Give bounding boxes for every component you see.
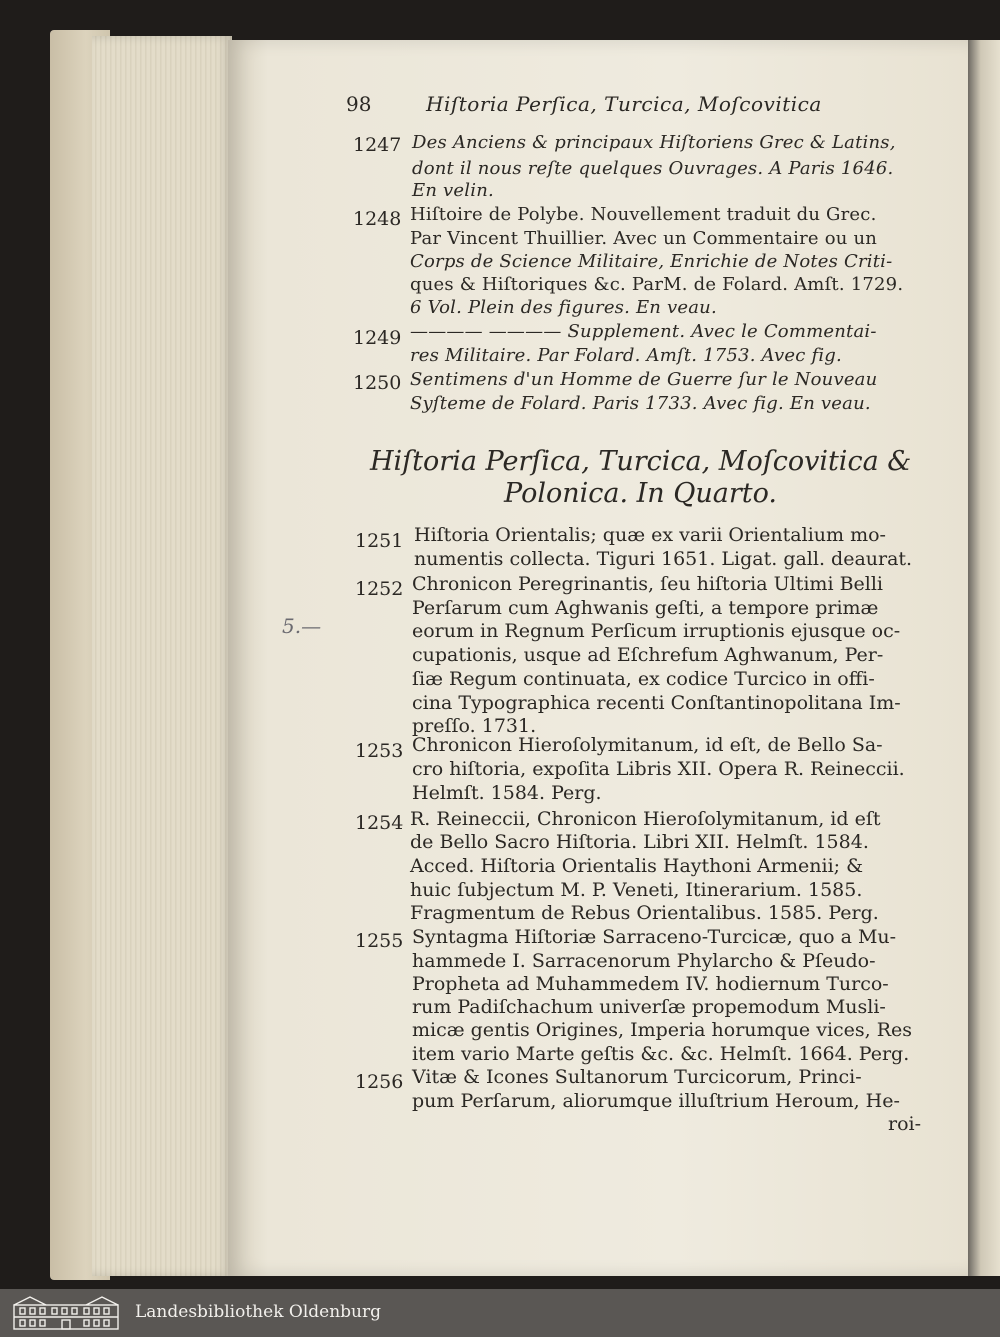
entry-line: rum Padiſchachum univerſæ propemodum Musli-	[412, 996, 886, 1018]
entry-number: 1247	[353, 134, 402, 156]
entry-number: 1256	[355, 1071, 404, 1093]
entry-line: 6 Vol. Plein des figures. En veau.	[410, 297, 717, 318]
entry-line: R. Reineccii, Chronicon Hieroſolymitanum, id eſt	[410, 808, 881, 830]
facing-page-edge	[968, 40, 1000, 1276]
page-number: 98	[346, 92, 372, 116]
entry-line: Chronicon Peregrinantis, ſeu hiſtoria Ultimi Belli	[412, 573, 884, 595]
entry-line: item vario Marte geſtis &c. &c. Helmſt. 1664. Perg.	[412, 1043, 910, 1065]
entry-line: En velin.	[412, 180, 494, 201]
entry-number: 1251	[355, 530, 404, 552]
library-name: Landesbibliothek Oldenburg	[135, 1302, 382, 1322]
entry-line: dont il nous reſte quelques Ouvrages. A Paris 1646.	[412, 158, 894, 179]
entry-line: ſiæ Regum continuata, ex codice Turcico in offi-	[412, 668, 875, 690]
entry-line: Syntagma Hiſtoriæ Sarraceno-Turcicæ, quo a Mu-	[412, 926, 897, 948]
entry-line: Par Vincent Thuillier. Avec un Commentaire ou un	[410, 228, 878, 249]
entry-line: huic ſubjectum M. P. Veneti, Itinerarium. 1585.	[410, 879, 863, 901]
entry-line: res Militaire. Par Folard. Amſt. 1753. Avec fig.	[410, 345, 842, 366]
entry-line: micæ gentis Origines, Imperia horumque vices, Res	[412, 1019, 913, 1041]
entry-line: ques & Hiſtoriques &c. ParM. de Folard. Amſt. 1729.	[410, 274, 904, 295]
library-building-icon	[10, 1295, 122, 1331]
entry-line: Des Anciens & principaux Hiſtoriens Grec & Latins,	[412, 132, 896, 153]
entry-number: 1250	[353, 372, 402, 394]
entry-line: Sentimens d'un Homme de Guerre ſur le Nouveau	[410, 369, 878, 390]
footer-bar	[0, 1289, 1000, 1337]
entry-line: roi-	[888, 1113, 922, 1135]
handwritten-margin-note: 5.—	[282, 614, 322, 638]
entry-line: Fragmentum de Rebus Orientalibus. 1585. Perg.	[410, 902, 879, 924]
entry-line: Perſarum cum Aghwanis geſti, a tempore primæ	[412, 597, 879, 619]
section-title-line2: Polonica. In Quarto.	[504, 478, 778, 509]
entry-line: pum Perſarum, aliorumque illuſtrium Heroum, He-	[412, 1090, 900, 1112]
entry-line: Hiſtoire de Polybe. Nouvellement traduit du Grec.	[410, 204, 877, 225]
entry-number: 1255	[355, 930, 404, 952]
entry-line: Syſteme de Folard. Paris 1733. Avec fig. En veau.	[410, 393, 871, 414]
entry-line: numentis collecta. Tiguri 1651. Ligat. gall. deaurat.	[414, 548, 913, 570]
entry-line: Vitæ & Icones Sultanorum Turcicorum, Princi-	[412, 1066, 862, 1088]
entry-line: de Bello Sacro Hiſtoria. Libri XII. Helmſt. 1584.	[410, 831, 869, 853]
entry-number: 1253	[355, 740, 404, 762]
entry-number: 1254	[355, 812, 404, 834]
entry-line: preſſo. 1731.	[412, 715, 537, 737]
entry-line: Chronicon Hieroſolymitanum, id eſt, de Bello Sa-	[412, 734, 883, 756]
entry-line: cro hiſtoria, expoſita Libris XII. Opera R. Reineccii.	[412, 758, 905, 780]
page-stack-edges	[92, 36, 232, 1276]
entry-line: hammede I. Sarracenorum Phylarcho & Pſeudo-	[412, 950, 876, 972]
entry-line: Helmſt. 1584. Perg.	[412, 782, 602, 804]
entry-line: eorum in Regnum Perſicum irruptionis ejusque oc-	[412, 620, 901, 642]
entry-line: Propheta ad Muhammedem IV. hodiernum Turco-	[412, 973, 889, 995]
entry-number: 1252	[355, 578, 404, 600]
entry-line: Corps de Science Militaire, Enrichie de Notes Criti-	[410, 251, 893, 272]
entry-line: ———— ———— Supplement. Avec le Commentai-	[410, 321, 877, 342]
entry-line: Hiſtoria Orientalis; quæ ex varii Orientalium mo-	[414, 524, 886, 546]
entry-line: cupationis, usque ad Eſchrefum Aghwanum, Per-	[412, 644, 884, 666]
section-title-line1: Hiſtoria Perſica, Turcica, Moſcovitica &	[370, 446, 912, 477]
entry-line: cina Typographica recenti Conſtantinopolitana Im-	[412, 692, 901, 714]
running-title: Hiſtoria Perſica, Turcica, Moſcovitica	[426, 92, 822, 116]
entry-number: 1249	[353, 327, 402, 349]
entry-line: Acced. Hiſtoria Orientalis Haythoni Armenii; &	[410, 855, 863, 877]
entry-number: 1248	[353, 208, 402, 230]
